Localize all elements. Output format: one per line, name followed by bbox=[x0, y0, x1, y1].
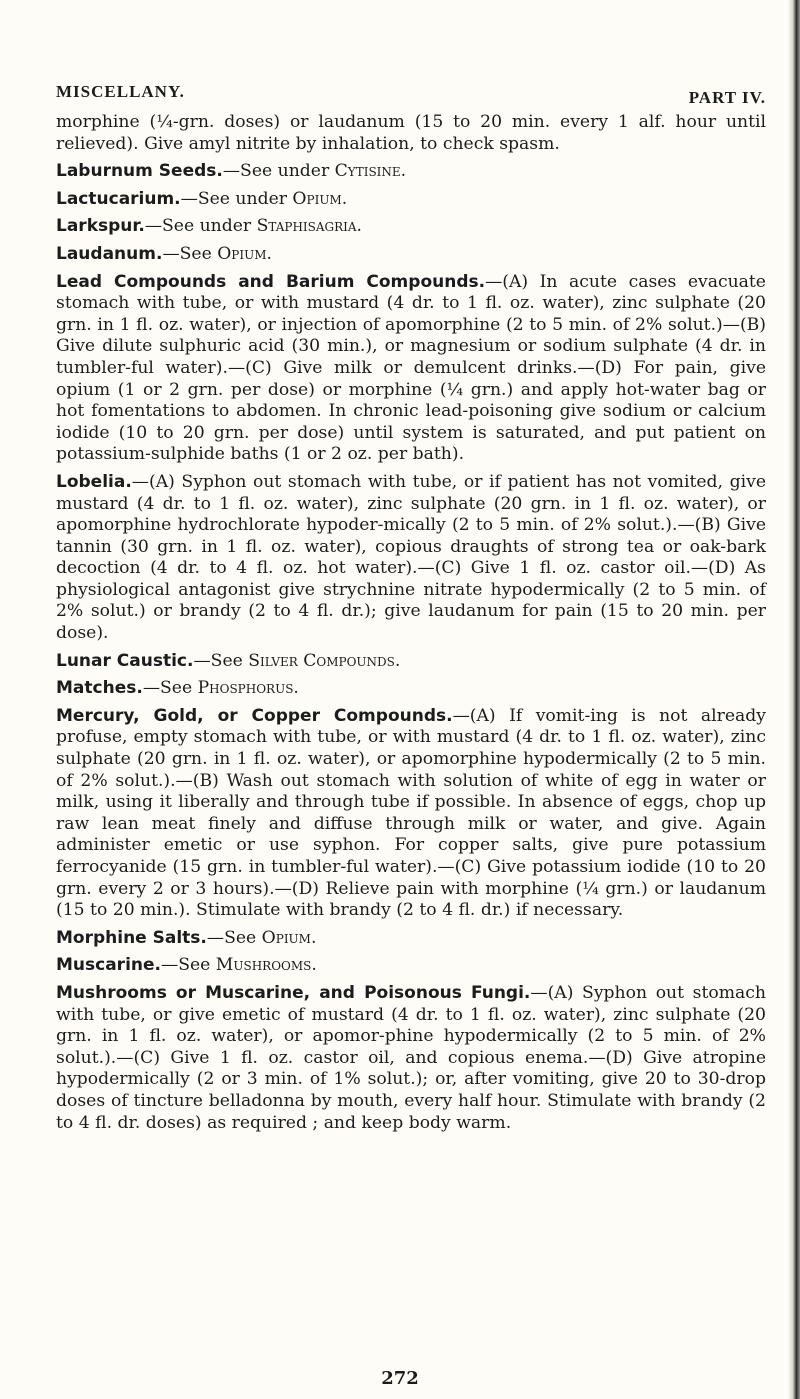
entry-laburnum bbox=[56, 161, 766, 183]
page-edge-shadow bbox=[788, 0, 800, 1399]
entry-text: —See under bbox=[180, 188, 293, 209]
entry-term: Lactucarium. bbox=[56, 188, 181, 209]
cross-reference: Opium. bbox=[217, 243, 272, 264]
cross-reference: Opium. bbox=[261, 927, 317, 948]
entry-text: —See bbox=[162, 243, 218, 264]
entry-mushrooms bbox=[56, 983, 766, 1134]
entry-text: —See bbox=[161, 955, 216, 976]
page-number: 272 bbox=[381, 1368, 419, 1389]
entry-term: Larkspur. bbox=[56, 216, 145, 237]
entry-lead-compounds bbox=[56, 272, 766, 466]
entry-larkspur bbox=[56, 216, 766, 238]
entry-text: —See under bbox=[222, 161, 335, 182]
entry-text: —See bbox=[206, 927, 262, 948]
entry-text: —(A) If vomit-ing is not already profuse, empty stomach with tube, or with mustard (4 dr. to 1 fl. oz. water), zinc sulphate (20 grn. in 1 fl. oz. water), or apomorphine hypodermically (2 to 5 min. of 2% solut.).—(B) Wash out stomach with solution of white of egg in water or milk, using it liberally and through tube if possible. In absence of eggs, chop up raw lean meat finely and diffuse through milk or water, and give. Again administer emetic or use syphon. For copper salts, give pure potassium ferrocyanide (15 grn. in tumbler-ful water).—(C) Give potassium iodide (10 to 20 grn. every 2 or 3 hours).—(D) Relieve pain with morphine (¼ grn.) or laudanum (15 to 20 min.). Stimulate with brandy (2 to 4 fl. dr.) if necessary. bbox=[56, 705, 766, 921]
entry-text: —(A) In acute cases evacuate stomach with tube, or with mustard (4 dr. to 1 fl. oz. water), zinc sulphate (20 grn. in 1 fl. oz. water), or injection of apomorphine (2 to 5 min. of 2% solut.)—(B) Give dilute sulphuric acid (30 min.), or magnesium or sodium sulphate (4 dr. in tumbler-ful water).—(C) Give milk or demulcent drinks.—(D) For pain, give opium (1 or 2 grn. per dose) or morphine (¼ grn.) and apply hot-water bag or hot fomentations to abdomen. In chronic lead-poisoning give sodium or calcium iodide (10 to 20 grn. per dose) until system is saturated, and put patient on potassium-sulphide baths (1 or 2 oz. per bath). bbox=[56, 271, 766, 465]
entry-term: Morphine Salts. bbox=[56, 927, 207, 948]
entry-text: —See under bbox=[144, 216, 257, 237]
entry-term: Matches. bbox=[56, 678, 143, 699]
header-part-label: PART IV. bbox=[688, 88, 766, 107]
entry-text: —See bbox=[193, 650, 249, 671]
entry-lactucarium bbox=[56, 189, 766, 211]
cross-reference: Staphisagria. bbox=[256, 216, 363, 237]
cross-reference: Phosphorus. bbox=[197, 678, 299, 699]
entry-text: —See bbox=[142, 678, 198, 699]
entry-muscarine bbox=[56, 955, 766, 977]
page-body bbox=[56, 112, 766, 1140]
entry-matches bbox=[56, 678, 766, 700]
cross-reference: Mushrooms. bbox=[215, 955, 317, 976]
continued-paragraph: morphine (¼-grn. doses) or laudanum (15 to 20 min. every 1 alf. hour until relieved). Give amyl nitrite by inhalation, to check spasm. bbox=[56, 112, 766, 154]
entry-text: —(A) Syphon out stomach with tube, or give emetic of mustard (4 dr. to 1 fl. oz. water), zinc sulphate (20 grn. in 1 fl. oz. water), or apomor-phine hypodermically (2 to 5 min. of 2% solut.).—(C) Give 1 fl. oz. castor oil, and copious enema.—(D) Give atropine hypodermically (2 or 3 min. of 1% solut.); or, after vomiting, give 20 to 30-drop doses of tincture belladonna by mouth, every half hour. Stimulate with brandy (2 to 4 fl. dr. doses) as required ; and keep body warm. bbox=[56, 982, 766, 1133]
entry-term: Mercury, Gold, or Copper Compounds. bbox=[56, 705, 453, 726]
running-header bbox=[56, 82, 766, 106]
entry-term: Lobelia. bbox=[56, 471, 132, 492]
entry-term: Laburnum Seeds. bbox=[56, 161, 223, 182]
entry-lobelia bbox=[56, 472, 766, 645]
entry-term: Laudanum. bbox=[56, 243, 163, 264]
cross-reference: Opium. bbox=[292, 188, 348, 209]
entry-term: Lunar Caustic. bbox=[56, 650, 194, 671]
entry-term: Mushrooms or Muscarine, and Poisonous Fungi. bbox=[56, 982, 531, 1003]
header-section-title: MISCELLANY. bbox=[56, 82, 185, 101]
entry-morphine-salts bbox=[56, 928, 766, 950]
entry-text: —(A) Syphon out stomach with tube, or if patient has not vomited, give mustard (4 dr. to 1 fl. oz. water), zinc sulphate (20 grn. in 1 fl. oz. water), or apomorphine hydrochlorate hypoder-mically (2 to 5 min. of 2% solut.).—(B) Give tannin (30 grn. in 1 fl. oz. water), copious draughts of strong tea or oak-bark decoction (4 dr. to 4 fl. oz. hot water).—(C) Give 1 fl. oz. castor oil.—(D) As physiological antagonist give strychnine nitrate hypodermically (2 to 5 min. of 2% solut.) or brandy (2 to 4 fl. dr.); give laudanum for pain (15 to 20 min. per dose). bbox=[56, 471, 766, 644]
entry-term: Lead Compounds and Barium Compounds. bbox=[56, 271, 486, 292]
cross-reference: Cytisine. bbox=[334, 161, 407, 182]
entry-mercury-compounds bbox=[56, 706, 766, 922]
entry-lunar-caustic bbox=[56, 651, 766, 673]
cross-reference: Silver Compounds. bbox=[248, 650, 401, 671]
entry-laudanum bbox=[56, 244, 766, 266]
entry-term: Muscarine. bbox=[56, 955, 161, 976]
